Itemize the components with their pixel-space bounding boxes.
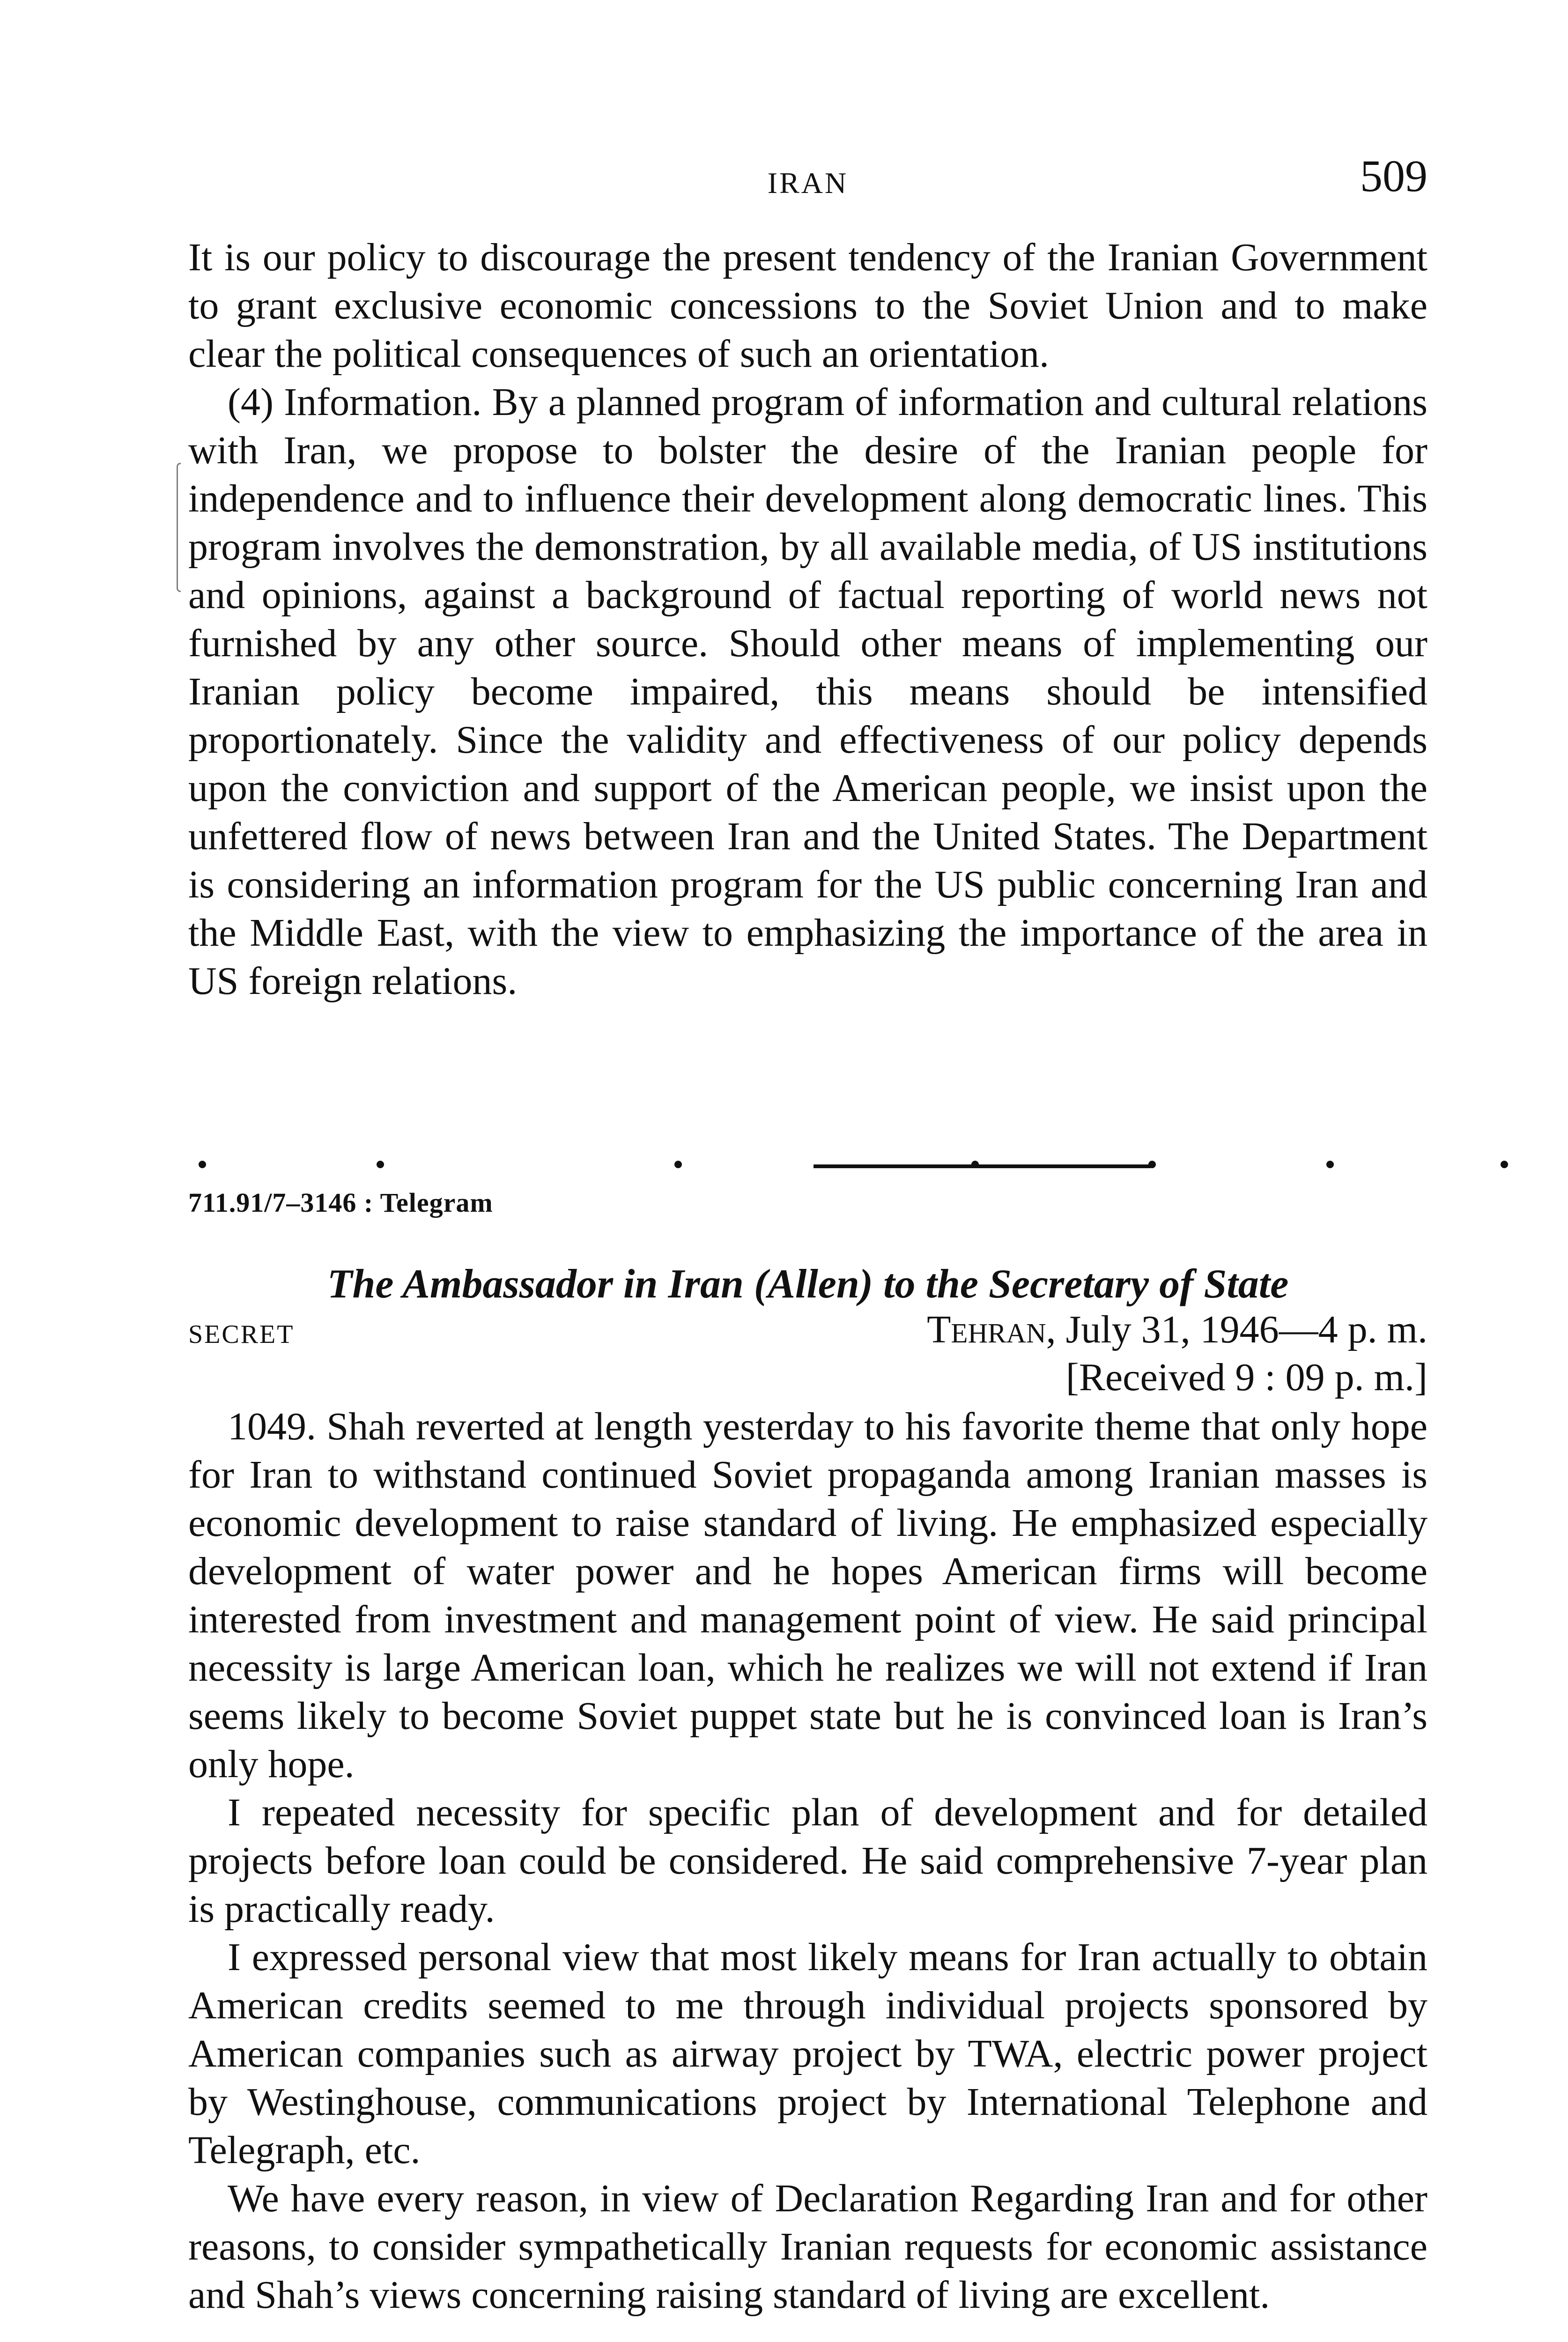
telegram-paragraph-4: We have every reason, in view of Declaration Regarding Iran and for other reasons, to consider sympathetically Iranian requests for economic assistance and Shah’s views concerning raising standard of living are excellent. [188, 2177, 1427, 2317]
dateline-date-time: , July 31, 1946—4 p. m. [1046, 1308, 1427, 1351]
divider-dot [199, 1161, 206, 1168]
divider-dot [1501, 1161, 1508, 1168]
dateline [927, 1307, 1427, 1352]
telegram-paragraph-1: 1049. Shah reverted at length yesterday to his favorite theme that only hope for Iran to withstand continued Soviet propaganda among Iranian masses is economic development to raise standard of living. He emphasized especially development of water power and he hopes American firms will become interested from investment and management point of view. He said principal necessity is large American loan, which he realizes we will not extend if Iran seems likely to become Soviet puppet state but he is convinced loan is Iran’s only hope. [188, 1405, 1427, 1786]
policy-text-block [188, 233, 1427, 1005]
classification-label: SECRET [188, 1320, 295, 1349]
divider-dot [674, 1161, 682, 1168]
section-divider [188, 1143, 1427, 1180]
received-time: [Received 9 : 09 p. m.] [1065, 1356, 1427, 1399]
file-reference: 711.91/7–3146 : Telegram [188, 1187, 493, 1218]
running-title: IRAN [767, 166, 849, 200]
telegram-paragraph-3: I expressed personal view that most likely means for Iran actually to obtain American credits seemed to me through individual projects sponsored by American companies such as airway project by TWA, electric power project by Westinghouse, communications project by International Telephone and Telegraph, etc. [188, 1935, 1427, 2172]
divider-dot [1148, 1161, 1156, 1168]
dateline-place: Tehran [927, 1308, 1046, 1351]
divider-dot [1326, 1161, 1334, 1168]
telegram-body [188, 1402, 1427, 2319]
margin-bracket-mark [177, 463, 181, 592]
document-heading: The Ambassador in Iran (Allen) to the Secretary of State [327, 1261, 1289, 1307]
divider-dot [971, 1161, 979, 1168]
telegram-paragraph-2: I repeated necessity for specific plan of development and for detailed projects before loan could be considered. He said comprehensive 7-year plan is practically ready. [188, 1791, 1427, 1931]
page-header [188, 150, 1427, 206]
information-paragraph: (4) Information. By a planned program of information and cultural relations with Iran, we propose to bolster the desire of the Iranian people for independence and to influence their development along democratic lines. This program involves the demonstration, by all available media, of US institutions and opinions, against a background of factual reporting of world news not furnished by any other source. Should other means of implementing our Iranian policy become impaired, this means should be intensified proportionately. Since the validity and effectiveness of our policy depends upon the conviction and support of the American people, we insist upon the unfettered flow of news between Iran and the United States. The Department is considering an information program for the US public concerning Iran and the Middle East, with the view to emphasizing the importance of the area in US foreign relations. [188, 380, 1427, 1003]
divider-dot [377, 1161, 384, 1168]
page-number: 509 [1360, 151, 1427, 201]
policy-paragraph: It is our policy to discourage the present tendency of the Iranian Government to grant exclusive economic concessions to the Soviet Union and to make clear the political consequences of such an orientation. [188, 236, 1427, 376]
divider-rule [814, 1164, 1151, 1168]
